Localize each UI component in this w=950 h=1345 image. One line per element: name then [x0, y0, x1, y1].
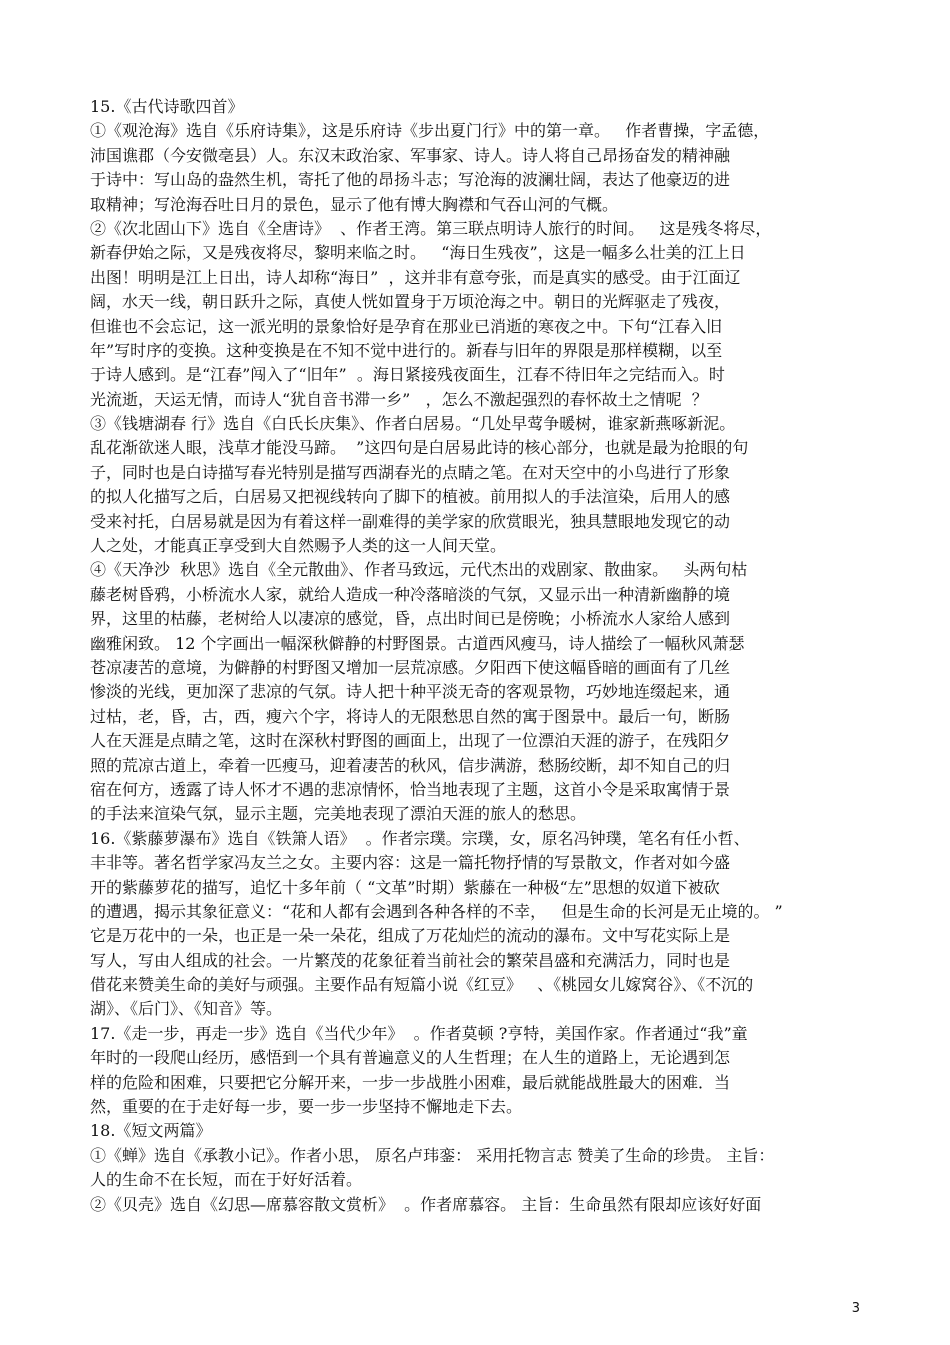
text-line: 的拟人化描写之后，白居易又把视线转向了脚下的植被。前用拟人的手法渲染，后用人的感 [90, 487, 731, 507]
text-line: 但谁也不会忘记，这一派光明的景象恰好是孕育在那业已消逝的寒夜之中。下句“江春入旧 [90, 316, 723, 336]
text-line: 它是万花中的一朵，也正是一朵一朵花，组成了万花灿烂的流动的瀑布。文中写花实际上是 [90, 926, 731, 946]
text-line: ②《贝壳》选自《幻思—席慕容散文赏析》 。作者席慕容。 主旨：生命虽然有限却应该好好面 [90, 1194, 762, 1214]
text-line: 出图！明明是江上日出，诗人却称“海日” ，这并非有意夸张，而是真实的感受。由于江面辽 [90, 267, 741, 287]
text-line: 于诗中：写山岛的盎然生机，寄托了他的昂扬斗志；写沧海的波澜壮阔，表达了他豪迈的进 [90, 170, 731, 190]
text-line: 丰非等。著名哲学家冯友兰之女。主要内容：这是一篇托物抒情的写景散文，作者对如今盛 [90, 853, 731, 873]
text-line: 过枯，老，昏，古，西，瘦六个字，将诗人的无限愁思自然的寓于图景中。最后一句，断肠 [90, 706, 731, 726]
document-body [90, 95, 870, 1217]
text-line: 子，同时也是白诗描写春光特别是描写西湖春光的点睛之笔。在对天空中的小鸟进行了形象 [90, 462, 731, 482]
text-line: 光流逝，天运无情，而诗人“犹自音书滞一乡” ，怎么不激起强烈的春怀故土之情呢 ？ [90, 389, 708, 409]
text-line: 界，这里的枯藤，老树给人以凄凉的感觉，昏，点出时间已是傍晚；小桥流水人家给人感到 [90, 609, 731, 629]
text-line: 写人，写由人组成的社会。一片繁茂的花象征着当前社会的繁荣昌盛和充满活力，同时也是 [90, 950, 731, 970]
text-line: 阔，水天一线，朝日跃升之际，真使人恍如置身于万顷沧海之中。朝日的光辉驱走了残夜， [90, 292, 731, 312]
text-line: ④《天净沙 秋思》选自《全元散曲》、作者马致远，元代杰出的戏剧家、散曲家。 头两句枯 [90, 560, 748, 580]
text-line: 惨淡的光线，更加深了悲凉的气氛。诗人把十种平淡无奇的客观景物，巧妙地连缀起来，通 [90, 682, 731, 702]
text-line: 年”写时序的变换。这种变换是在不知不觉中进行的。新春与旧年的界限是那样模糊，以至 [90, 340, 723, 360]
text-line: 苍凉凄苦的意境，为僻静的村野图又增加一层荒凉感。夕阳西下使这幅昏暗的画面有了几丝 [90, 657, 731, 677]
text-line: 的手法来渲染气氛，显示主题，完美地表现了漂泊天涯的旅人的愁思。 [90, 804, 587, 824]
text-line: ①《蝉》选自《承教小记》。作者小思， 原名卢玮銮： 采用托物言志 赞美了生命的珍贵。 主旨： [90, 1145, 775, 1165]
text-line: 新春伊始之际，又是残夜将尽，黎明来临之时。 “海日生残夜”，这是一幅多么壮美的江上日 [90, 243, 746, 263]
text-line: 16.《紫藤萝瀑布》选自《铁箫人语》 。作者宗璞。宗璞，女，原名冯钟璞，笔名有任小哲、 [90, 828, 750, 848]
text-line: 幽雅闲致。 12 个字画出一幅深秋僻静的村野图景。古道西风瘦马，诗人描绘了一幅秋风萧瑟 [90, 633, 745, 653]
text-line: 年时的一段爬山经历，感悟到一个具有普遍意义的人生哲理；在人生的道路上，无论遇到怎 [90, 1048, 731, 1068]
text-line: 15.《古代诗歌四首》 [90, 97, 244, 116]
text-line: 宿在何方，透露了诗人怀才不遇的悲凉情怀，恰当地表现了主题，这首小令是采取寓情于景 [90, 779, 731, 799]
text-line: 18.《短文两篇》 [90, 1121, 212, 1141]
text-line: ②《次北固山下》选自《全唐诗》 、作者王湾。第三联点明诗人旅行的时间。 这是残冬将尽， [90, 218, 772, 238]
text-line: 于诗人感到。是“江春”闯入了“旧年” 。海日紧接残夜面生，江春不待旧年之完结而入。时 [90, 365, 725, 385]
text-line: 藤老树昏鸦，小桥流水人家，就给人造成一种冷落暗淡的气氛，又显示出一种清新幽静的境 [90, 584, 731, 604]
text-line: ③《钱塘湖春 行》选自《白氏长庆集》、作者白居易。“几处早莺争暖树，谁家新燕啄新泥。 [90, 414, 736, 434]
text-line: 17.《走一步，再走一步》选自《当代少年》 。作者莫顿 ?亨特，美国作家。作者通过“我”童 [90, 1023, 748, 1043]
text-line: ①《观沧海》选自《乐府诗集》，这是乐府诗《步出夏门行》中的第一章。 作者曹操，字孟德， [90, 121, 770, 141]
page-number: 3 [851, 1301, 860, 1316]
text-line: 照的荒凉古道上，牵着一匹瘦马，迎着凄苦的秋风，信步满游，愁肠绞断，却不知自己的归 [90, 755, 731, 775]
text-line: 然，重要的在于走好每一步，要一步一步坚持不懈地走下去。 [90, 1097, 523, 1117]
text-line: 借花来赞美生命的美好与顽强。主要作品有短篇小说《红豆》 、《桃园女儿嫁窝谷》、《不沉的 [90, 975, 754, 995]
text-line: 受来衬托，白居易就是因为有着这样一副难得的美学家的欣赏眼光，独具慧眼地发现它的动 [90, 511, 731, 531]
text-line: 湖》、《后门》、《知音》等。 [90, 999, 283, 1019]
text-line: 乱花渐欲迷人眼，浅草才能没马蹄。 ”这四句是白居易此诗的核心部分，也就是最为抢眼的句 [90, 438, 749, 458]
text-line: 样的危险和困难，只要把它分解开来，一步一步战胜小困难，最后就能战胜最大的困难．当 [90, 1072, 731, 1092]
text-line: 人的生命不在长短，而在于好好活着。 [90, 1170, 363, 1190]
text-line: 取精神；写沧海吞吐日月的景色，显示了他有博大胸襟和气吞山河的气概。 [90, 194, 619, 214]
text-line: 开的紫藤萝花的描写，追忆十多年前（ “文革”时期）紫藤在一种极“左”思想的奴道下被砍 [90, 877, 720, 897]
text-line: 的遭遇，揭示其象征意义：“花和人都有会遇到各种各样的不幸， 但是生命的长河是无止境的。 ” [90, 901, 783, 921]
text-line: 人在天涯是点睛之笔，这时在深秋村野图的画面上，出现了一位漂泊天涯的游子，在残阳夕 [90, 731, 731, 751]
text-line: 人之处，才能真正享受到大自然赐予人类的这一人间天堂。 [90, 536, 507, 556]
text-line: 沛国谯郡（今安微亳县）人。东汉末政治家、军事家、诗人。诗人将自己昂扬奋发的精神融 [90, 145, 731, 165]
